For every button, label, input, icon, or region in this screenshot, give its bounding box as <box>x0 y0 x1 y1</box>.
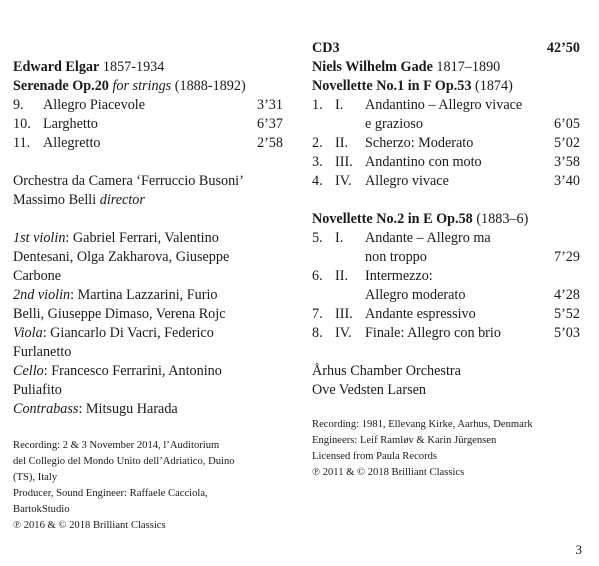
composer-name: Edward Elgar <box>13 59 100 75</box>
cello-players: : Francesco Ferrarini, Antonino <box>43 363 222 379</box>
work-years: (1874) <box>475 78 513 94</box>
track-row <box>13 134 283 153</box>
viola-line <box>13 324 214 343</box>
track-title: Scherzo: Moderato <box>365 135 474 151</box>
track-duration: 3’58 <box>553 154 580 170</box>
track-duration: 2’58 <box>256 135 283 151</box>
work-years: (1888-1892) <box>174 78 246 94</box>
track-row <box>13 115 283 134</box>
movement-numeral: II. <box>335 268 348 284</box>
first-violin-label: 1st violin <box>13 230 66 246</box>
cd-label: CD3 <box>312 40 340 56</box>
track-duration: 3’40 <box>553 173 580 189</box>
credit-line: Producer, Sound Engineer: Raffaele Cacciola, <box>13 488 208 499</box>
work-instrumentation: for strings <box>112 78 172 94</box>
track-title: Finale: Allegro con brio <box>365 325 501 341</box>
first-violin-line <box>13 229 219 248</box>
track-row-cont <box>312 248 580 267</box>
composer-years: 1857-1934 <box>102 59 165 75</box>
track-row <box>312 134 580 153</box>
conductor-role: director <box>99 192 145 208</box>
movement-numeral: IV. <box>335 325 352 341</box>
work-heading <box>13 77 246 96</box>
track-number: 5. <box>312 230 323 246</box>
track-title: Intermezzo: <box>365 268 433 284</box>
track-number: 9. <box>13 97 24 113</box>
movement-numeral: III. <box>335 154 353 170</box>
track-row <box>312 153 580 172</box>
credit-line: Recording: 1981, Ellevang Kirke, Aarhus, Denmark <box>312 419 533 430</box>
viola-players-cont: Furlanetto <box>13 344 72 360</box>
composer-years: 1817–1890 <box>436 59 501 75</box>
credit-line: Licensed from Paula Records <box>312 451 438 462</box>
track-duration: 4’28 <box>553 287 580 303</box>
conductor-name: Ove Vedsten Larsen <box>312 382 426 398</box>
track-row <box>312 172 580 191</box>
track-row-cont <box>312 115 580 134</box>
track-number: 3. <box>312 154 323 170</box>
second-violin-line <box>13 286 217 305</box>
cello-label: Cello <box>13 363 44 379</box>
cello-line <box>13 362 222 381</box>
first-violin-players: : Gabriel Ferrari, Valentino <box>65 230 219 246</box>
credit-line: (TS), Italy <box>13 472 58 483</box>
track-title: Andante – Allegro ma <box>365 230 491 246</box>
movement-numeral: I. <box>335 230 344 246</box>
track-title: Larghetto <box>43 116 98 132</box>
contrabass-label: Contrabass <box>13 401 79 417</box>
movement-numeral: II. <box>335 135 348 151</box>
conductor-line <box>13 191 145 210</box>
track-title: Allegro Piacevole <box>43 97 146 113</box>
work-title: Serenade Op.20 <box>13 78 109 94</box>
track-number: 2. <box>312 135 323 151</box>
track-title: Andantino – Allegro vivace <box>365 97 523 113</box>
credit-line: Engineers: Leif Ramløv & Karin Jürgensen <box>312 435 497 446</box>
cd-header <box>312 39 580 58</box>
track-number: 11. <box>13 135 31 151</box>
track-duration: 5’02 <box>553 135 580 151</box>
track-duration: 5’52 <box>553 306 580 322</box>
track-title-cont: Allegro moderato <box>365 287 466 303</box>
cd-duration: 42’50 <box>546 40 580 56</box>
movement-numeral: III. <box>335 306 353 322</box>
track-row <box>312 305 580 324</box>
track-row <box>13 96 283 115</box>
track-number: 6. <box>312 268 323 284</box>
copyright-line: ℗ 2011 & © 2018 Brilliant Classics <box>312 467 465 478</box>
track-row <box>312 267 580 286</box>
second-violin-players-cont: Belli, Giuseppe Dimaso, Verena Rojc <box>13 306 226 322</box>
second-violin-players: : Martina Lazzarini, Furio <box>70 287 218 303</box>
track-title: Andante espressivo <box>365 306 476 322</box>
composer-name: Niels Wilhelm Gade <box>312 59 433 75</box>
orchestra-name: Orchestra da Camera ‘Ferruccio Busoni’ <box>13 173 244 189</box>
composer-heading <box>312 58 500 77</box>
viola-players: : Giancarlo Di Vacri, Federico <box>42 325 214 341</box>
track-title: Allegro vivace <box>365 173 449 189</box>
work-heading <box>312 210 528 229</box>
viola-label: Viola <box>13 325 43 341</box>
track-number: 8. <box>312 325 323 341</box>
copyright-line: ℗ 2016 & © 2018 Brilliant Classics <box>13 520 166 531</box>
contrabass-players: : Mitsugu Harada <box>78 401 178 417</box>
work-years: (1883–6) <box>476 211 529 227</box>
track-number: 7. <box>312 306 323 322</box>
cello-players-cont: Puliafito <box>13 382 62 398</box>
track-row-cont <box>312 286 580 305</box>
first-violin-players-cont: Dentesani, Olga Zakharova, Giuseppe <box>13 249 230 265</box>
track-duration: 7’29 <box>553 249 580 265</box>
track-duration: 3’31 <box>256 97 283 113</box>
track-duration: 6’05 <box>553 116 580 132</box>
credit-line: del Collegio del Mondo Unito dell’Adriatico, Duino <box>13 456 235 467</box>
track-number: 1. <box>312 97 323 113</box>
orchestra-name: Århus Chamber Orchestra <box>312 363 461 379</box>
composer-heading <box>13 58 164 77</box>
track-row <box>312 324 580 343</box>
credit-line: BartokStudio <box>13 504 70 515</box>
credit-line: Recording: 2 & 3 November 2014, l’Auditorium <box>13 440 220 451</box>
conductor-name: Massimo Belli <box>13 192 97 208</box>
track-duration: 5’03 <box>553 325 580 341</box>
movement-numeral: I. <box>335 97 344 113</box>
work-title: Novellette No.1 in F Op.53 <box>312 78 472 94</box>
track-title-cont: e grazioso <box>365 116 423 132</box>
second-violin-label: 2nd violin <box>13 287 71 303</box>
movement-numeral: IV. <box>335 173 352 189</box>
track-row <box>312 229 580 248</box>
track-row <box>312 96 580 115</box>
work-heading <box>312 77 513 96</box>
work-title: Novellette No.2 in E Op.58 <box>312 211 473 227</box>
track-title: Allegretto <box>43 135 101 151</box>
first-violin-players-cont: Carbone <box>13 268 62 284</box>
contrabass-line <box>13 400 178 419</box>
page-number: 3 <box>575 542 582 557</box>
track-duration: 6’37 <box>256 116 283 132</box>
track-title-cont: non troppo <box>365 249 427 265</box>
track-title: Andantino con moto <box>365 154 482 170</box>
track-number: 10. <box>13 116 31 132</box>
track-number: 4. <box>312 173 323 189</box>
